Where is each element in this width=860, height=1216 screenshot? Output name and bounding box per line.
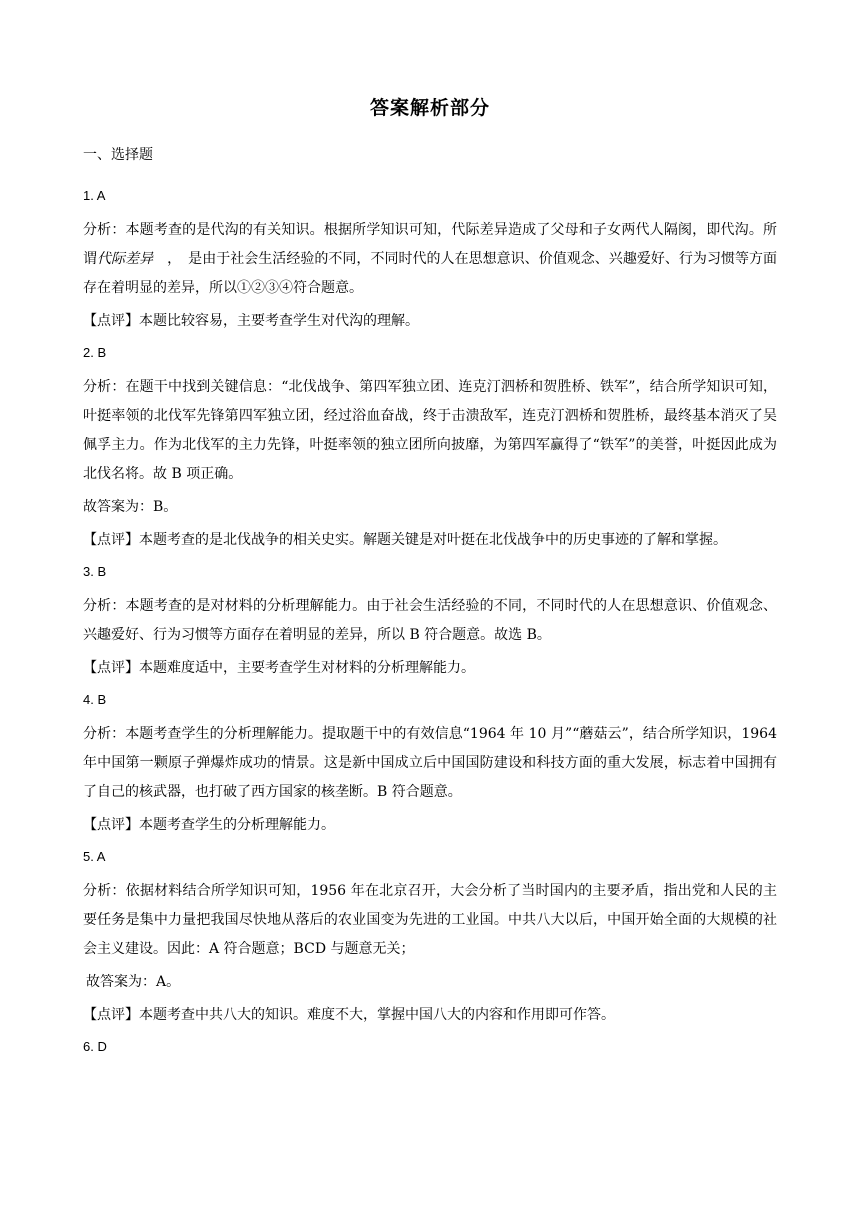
question-1 xyxy=(83,187,777,336)
questions-list xyxy=(83,187,777,1067)
question-number: 2. B xyxy=(83,345,107,360)
analysis-part: ， 是由于社会生活经验的不同，不同时代的人在思想意识、价值观念、兴趣爱好、行为习惯等方面存在着明显的差异，所以①②③④符合题意。 xyxy=(83,251,778,296)
comment-text: 【点评】本题考查学生的分析理解能力。 xyxy=(83,817,335,833)
question-6 xyxy=(83,1038,777,1056)
analysis-text: 分析：本题考查学生的分析理解能力。提取题干中的有效信息“1964 年 10 月”“蘑菇云”，结合所学知识，1964 年中国第一颗原子弹爆炸成功的情景。这是新中国成立后中国国防建设和科技方面的重大发展，标志着中国拥有了自己的核武器，也打破了西方国家的核垄断。B 符合题意。 xyxy=(83,726,777,800)
analysis-text: 分析：在题干中找到关键信息：“北伐战争、第四军独立团、连克汀泗桥和贺胜桥、铁军”，结合所学知识可知，叶挺率领的北伐军先锋第四军独立团，经过浴血奋战，终于击溃敌军，连克汀泗桥和贺胜桥，最终基本消灭了吴佩孚主力。作为北伐军的主力先锋，叶挺率领的独立团所向披靡，为第四军赢得了“铁军”的美誉，叶挺因此成为北伐名将。故 B 项正确。 xyxy=(83,379,777,482)
question-number: 6. D xyxy=(83,1039,107,1054)
answer-text: 故答案为：B。 xyxy=(83,499,178,515)
page-title: 答案解析部分 xyxy=(369,97,490,119)
answer-text: 故答案为：A。 xyxy=(86,974,181,990)
question-5 xyxy=(83,848,777,1030)
question-3 xyxy=(83,563,777,683)
comment-text: 【点评】本题比较容易，主要考查学生对代沟的理解。 xyxy=(83,313,419,329)
question-number: 3. B xyxy=(83,564,107,579)
comment-text: 【点评】本题考查中共八大的知识。难度不大，掌握中国八大的内容和作用即可作答。 xyxy=(83,1007,615,1023)
question-number: 1. A xyxy=(83,188,106,203)
analysis-text: 分析：依据材料结合所学知识可知，1956 年在北京召开，大会分析了当时国内的主要矛盾，指出党和人民的主要任务是集中力量把我国尽快地从落后的农业国变为先进的工业国。中共八大以后，中国开始全面的大规模的社会主义建设。因此：A 符合题意；BCD 与题意无关； xyxy=(83,883,777,957)
analysis-emphasis: 代际差异 xyxy=(97,251,154,267)
question-number: 4. B xyxy=(83,692,107,707)
question-number: 5. A xyxy=(83,849,106,864)
analysis-text: 分析：本题考查的是对材料的分析理解能力。由于社会生活经验的不同，不同时代的人在思想意识、价值观念、兴趣爱好、行为习惯等方面存在着明显的差异，所以 B 符合题意。故选 B。 xyxy=(83,598,777,643)
analysis-text xyxy=(83,216,777,303)
comment-text: 【点评】本题考查的是北伐战争的相关史实。解题关键是对叶挺在北伐战争中的历史事迹的了解和掌握。 xyxy=(83,532,727,548)
question-2 xyxy=(83,344,777,555)
question-4 xyxy=(83,691,777,840)
analysis-part: 分析：本题考查的是代沟的有关知识。根据所学知识可知，代际差异造成了父母和子女两代人隔阂，即代沟。所谓 xyxy=(83,222,777,267)
comment-text: 【点评】本题难度适中，主要考查学生对材料的分析理解能力。 xyxy=(83,660,475,676)
section-heading: 一、选择题 xyxy=(83,147,153,163)
